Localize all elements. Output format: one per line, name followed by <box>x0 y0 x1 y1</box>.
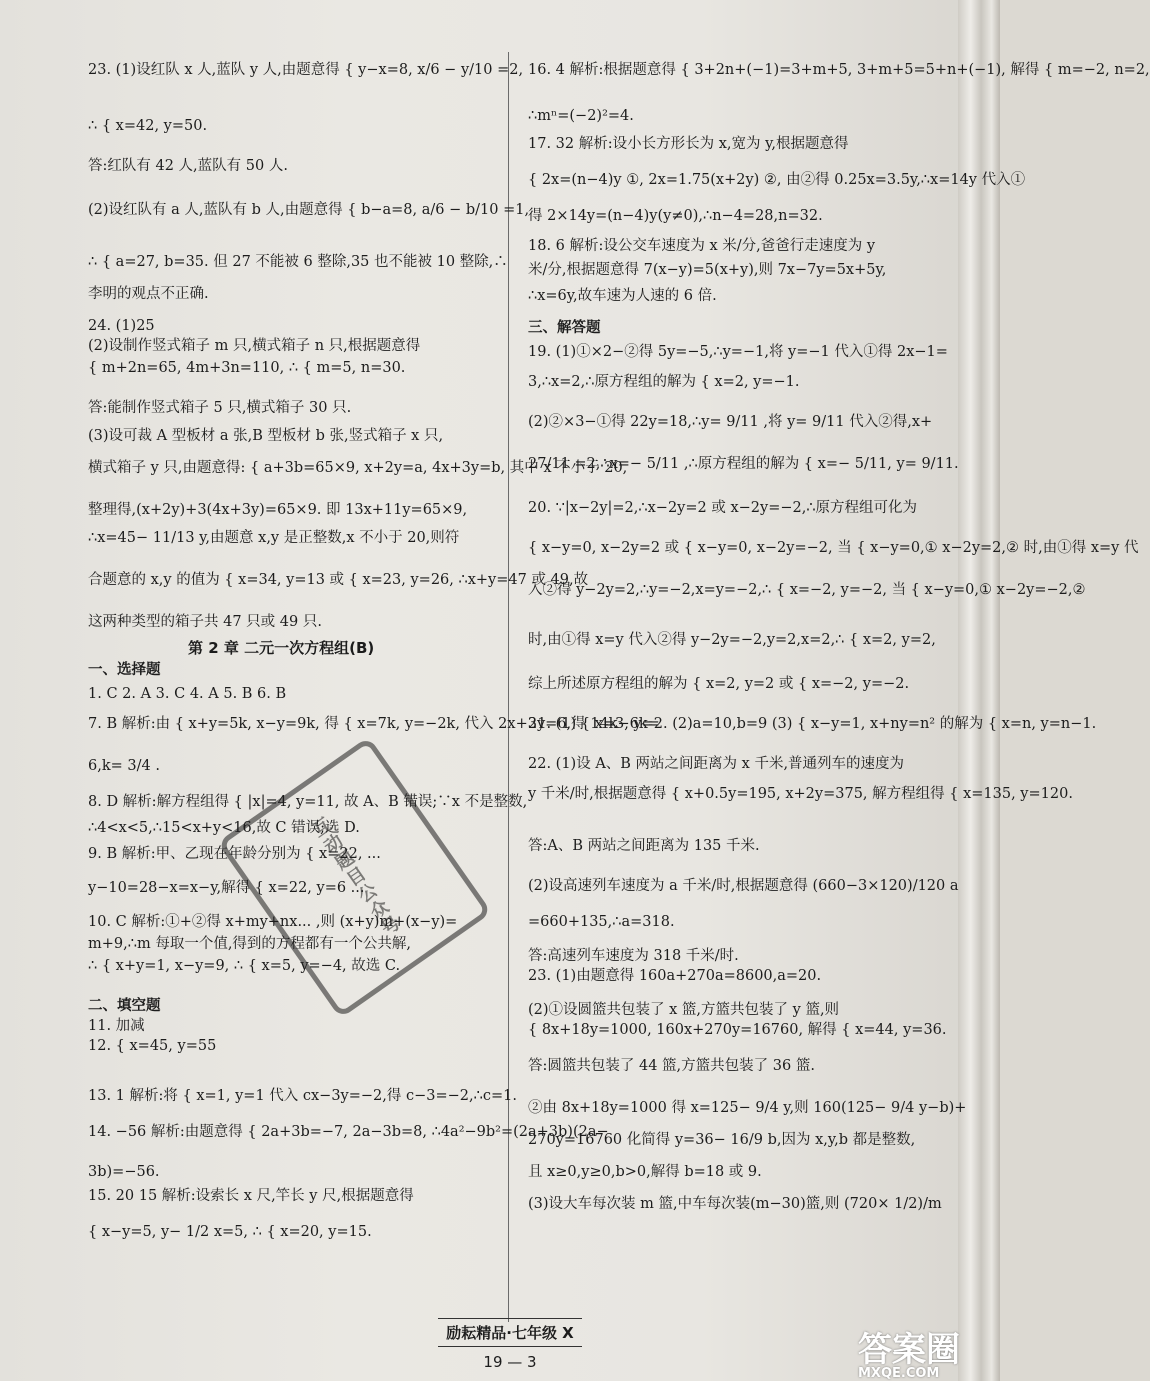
left-line: 24. (1)25 <box>88 318 155 334</box>
left-line: 12. { x=45, y=55 <box>88 1038 217 1054</box>
left-line: 第 2 章 二元一次方程组(B) <box>188 639 375 657</box>
left-line: 11. 加减 <box>88 1018 145 1034</box>
right-line: (3)设大车每次装 m 篮,中车每次装(m−30)篮,则 (720× 1/2)/m <box>528 1196 942 1212</box>
right-line: (2)设高速列车速度为 a 千米/时,根据题意得 (660−3×120)/120 a <box>528 878 959 894</box>
left-line: 李明的观点不正确. <box>88 286 209 302</box>
left-line: (2)设红队有 a 人,蓝队有 b 人,由题意得 { b−a=8, a/6 − b/10 =1, <box>88 202 530 218</box>
page-edge <box>958 0 1000 1381</box>
left-line: 1. C 2. A 3. C 4. A 5. B 6. B <box>88 686 287 702</box>
left-line: 8. D 解析:解方程组得 { |x|=4, y=11, 故 A、B 错误;∵x 不是整数, <box>88 794 528 810</box>
right-line: 16. 4 解析:根据题意得 { 3+2n+(−1)=3+m+5, 3+m+5=5+n+(−1), 解得 { m=−2, n=2, <box>528 62 1150 78</box>
page-number: 19 — 3 <box>483 1353 537 1371</box>
right-line: 答:圆篮共包装了 44 篮,方篮共包装了 36 篮. <box>528 1058 815 1074</box>
left-line: 14. −56 解析:由题意得 { 2a+3b=−7, 2a−3b=8, ∴4a²−9b²=(2a+3b)(2a− <box>88 1124 609 1140</box>
right-line: 答:高速列车速度为 318 千米/时. <box>528 948 739 964</box>
right-line: 22. (1)设 A、B 两站之间距离为 x 千米,普通列车的速度为 <box>528 756 905 772</box>
left-line: m+9,∴m 每取一个值,得到的方程都有一个公共解, <box>88 936 412 952</box>
left-line: 13. 1 解析:将 { x=1, y=1 代入 cx−3y=−2,得 c−3=−2,∴c=1. <box>88 1088 517 1104</box>
right-line: 时,由①得 x=y 代入②得 y−2y=−2,y=2,x=2,∴ { x=2, y=2, <box>528 632 936 648</box>
right-line: 18. 6 解析:设公交车速度为 x 米/分,爸爸行走速度为 y <box>528 238 876 254</box>
left-line: 7. B 解析:由 { x+y=5k, x−y=9k, 得 { x=7k, y=−2k, 代入 2x+3y=6,得 14k−6k= <box>88 716 660 732</box>
left-line: ∴x=45− 11/13 y,由题意 x,y 是正整数,x 不小于 20,则符 <box>88 530 460 546</box>
right-line: 且 x≥0,y≥0,b>0,解得 b=18 或 9. <box>528 1164 762 1180</box>
left-line: 横式箱子 y 只,由题意得: { a+3b=65×9, x+2y=a, 4x+3y=b, 其中 x 不小于 20, <box>88 460 628 476</box>
left-line: 整理得,(x+2y)+3(4x+3y)=65×9. 即 13x+11y=65×9, <box>88 502 468 518</box>
left-line: 10. C 解析:①+②得 x+my+nx... ,则 (x+y)m+(x−y)= <box>88 914 458 930</box>
left-line: (2)设制作竖式箱子 m 只,横式箱子 n 只,根据题意得 <box>88 338 421 354</box>
right-line: 20. ∵|x−2y|=2,∴x−2y=2 或 x−2y=−2,∴原方程组可化为 <box>528 500 918 516</box>
right-line: (2)②×3−①得 22y=18,∴y= 9/11 ,将 y= 9/11 代入②得,x+ <box>528 414 933 430</box>
left-line: 这两种类型的箱子共 47 只或 49 只. <box>88 614 322 630</box>
left-line: 23. (1)设红队 x 人,蓝队 y 人,由题意得 { y−x=8, x/6 − y/10 =2, <box>88 62 524 78</box>
watermark-logo <box>858 1330 960 1381</box>
right-line: { 2x=(n−4)y ①, 2x=1.75(x+2y) ②, 由②得 0.25x=3.5y,∴x=14y 代入① <box>528 172 1026 188</box>
left-line: 答:红队有 42 人,蓝队有 50 人. <box>88 158 288 174</box>
right-line: 23. (1)由题意得 160a+270a=8600,a=20. <box>528 968 822 984</box>
stamp-seal <box>217 736 492 1018</box>
left-line: (3)设可裁 A 型板材 a 张,B 型板材 b 张,竖式箱子 x 只, <box>88 428 444 444</box>
left-line: ∴ { x+y=1, x−y=9, ∴ { x=5, y=−4, 故选 C. <box>88 958 401 974</box>
right-line: ②由 8x+18y=1000 得 x=125− 9/4 y,则 160(125− 9/4 y−b)+ <box>528 1100 967 1116</box>
right-line: 270y=16760 化简得 y=36− 16/9 b,因为 x,y,b 都是整数, <box>528 1132 916 1148</box>
right-line: 21. (1) { x=3, y=2. (2)a=10,b=9 (3) { x−y=1, x+ny=n² 的解为 { x=n, y=n−1. <box>528 716 1097 732</box>
left-line: 15. 20 15 解析:设索长 x 尺,竿长 y 尺,根据题意得 <box>88 1188 414 1204</box>
left-line: ∴ { a=27, b=35. 但 27 不能被 6 整除,35 也不能被 10 整除,∴ <box>88 254 508 270</box>
watermark-main: 答案圈 <box>858 1330 960 1370</box>
left-line: y−10=28−x=x−y,解得 { x=22, y=6 ... <box>88 880 365 896</box>
right-line: 米/分,根据题意得 7(x−y)=5(x+y),则 7x−7y=5x+5y, <box>528 262 887 278</box>
left-line: 答:能制作竖式箱子 5 只,横式箱子 30 只. <box>88 400 352 416</box>
left-line: 9. B 解析:甲、乙现在年龄分别为 { x=22, ... <box>88 846 381 862</box>
left-line: 一、选择题 <box>88 662 161 678</box>
footer-brand: 励耘精品·七年级 X <box>438 1318 582 1347</box>
right-line: 三、解答题 <box>528 320 601 336</box>
left-line: ∴4<x<5,∴15<x+y<16,故 C 错误;选 D. <box>88 820 360 836</box>
right-line: y 千米/时,根据题意得 { x+0.5y=195, x+2y=375, 解方程组得 { x=135, y=120. <box>528 786 1073 802</box>
right-line: (2)①设圆篮共包装了 x 篮,方篮共包装了 y 篮,则 <box>528 1002 840 1018</box>
right-line: =660+135,∴a=318. <box>528 914 675 930</box>
right-line: { 8x+18y=1000, 160x+270y=16760, 解得 { x=44, y=36. <box>528 1022 947 1038</box>
right-line: 得 2×14y=(n−4)y(y≠0),∴n−4=28,n=32. <box>528 208 823 224</box>
right-line: 19. (1)①×2−②得 5y=−5,∴y=−1,将 y=−1 代入①得 2x−1= <box>528 344 948 360</box>
page-footer <box>420 1318 600 1371</box>
left-line: 二、填空题 <box>88 998 161 1014</box>
right-line: 17. 32 解析:设小长方形长为 x,宽为 y,根据题意得 <box>528 136 849 152</box>
left-line: { x−y=5, y− 1/2 x=5, ∴ { x=20, y=15. <box>88 1224 372 1240</box>
right-line: 3,∴x=2,∴原方程组的解为 { x=2, y=−1. <box>528 374 800 390</box>
right-line: 入②得 y−2y=2,∴y=−2,x=y=−2,∴ { x=−2, y=−2, 当 { x−y=0,① x−2y=−2,② <box>528 582 1086 598</box>
left-line: { m+2n=65, 4m+3n=110, ∴ { m=5, n=30. <box>88 360 406 376</box>
right-line: 27/11 =2,∴x=− 5/11 ,∴原方程组的解为 { x=− 5/11, y= 9/11. <box>528 456 959 472</box>
right-line: 答:A、B 两站之间距离为 135 千米. <box>528 838 760 854</box>
left-line: 3b)=−56. <box>88 1164 160 1180</box>
right-line: 综上所述原方程组的解为 { x=2, y=2 或 { x=−2, y=−2. <box>528 676 910 692</box>
right-line: ∴x=6y,故车速为人速的 6 倍. <box>528 288 717 304</box>
left-line: ∴ { x=42, y=50. <box>88 118 208 134</box>
left-line: 6,k= 3/4 . <box>88 758 160 774</box>
right-line: ∴mⁿ=(−2)²=4. <box>528 108 634 124</box>
stamp-text: 互动题目公众号 <box>306 813 404 941</box>
watermark-sub: MXQE.COM <box>858 1366 940 1381</box>
right-line: { x−y=0, x−2y=2 或 { x−y=0, x−2y=−2, 当 { x−y=0,① x−2y=2,② 时,由①得 x=y 代 <box>528 540 1139 556</box>
left-line: 合题意的 x,y 的值为 { x=34, y=13 或 { x=23, y=26, ∴x+y=47 或 49,故 <box>88 572 589 588</box>
